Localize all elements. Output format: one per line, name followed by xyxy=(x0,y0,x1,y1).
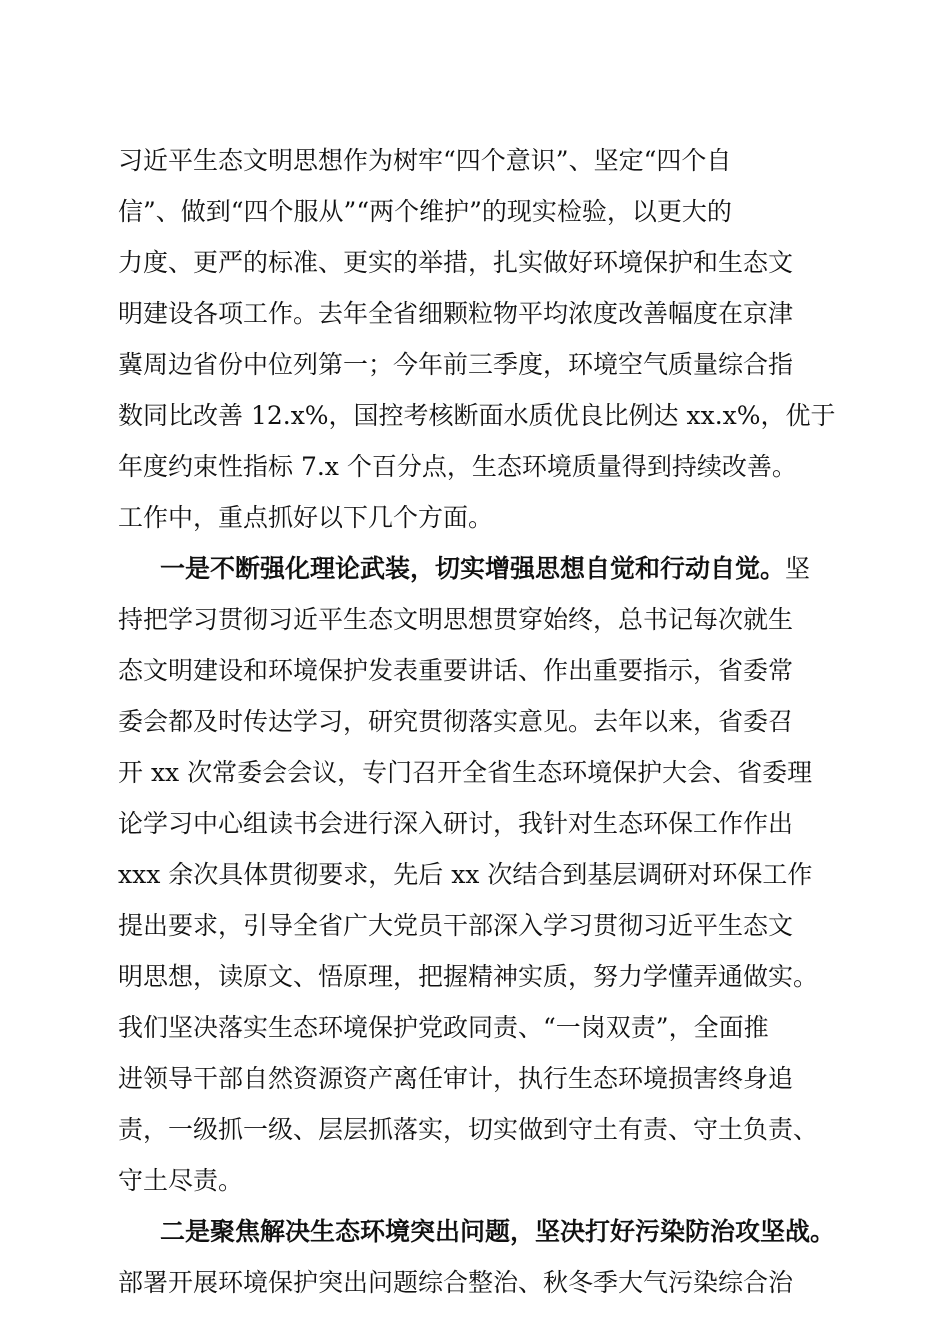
paragraph-2-line-11: 责，一级抓一级、层层抓落实，切实做到守土有责、守土负责、 xyxy=(118,1115,819,1144)
paragraph-1-line-1: 习近平生态文明思想作为树牢“四个意识”、坚定“四个自 xyxy=(118,146,732,175)
paragraph-2-line-10: 进领导干部自然资源资产离任审计，执行生态环境损害终身追 xyxy=(118,1064,794,1093)
paragraph-2-line-6: xxx 余次具体贯彻要求，先后 xx 次结合到基层调研对环保工作 xyxy=(118,860,813,889)
paragraph-1-line-5: 冀周边省份中位列第一；今年前三季度，环境空气质量综合指 xyxy=(118,350,794,379)
paragraph-2-line-8: 明思想，读原文、悟原理，把握精神实质，努力学懂弄通做实。 xyxy=(118,962,819,991)
paragraph-2-line-3: 委会都及时传达学习，研究贯彻落实意见。去年以来，省委召 xyxy=(118,707,794,736)
paragraph-1-line-2: 信”、做到“四个服从”“两个维护”的现实检验，以更大的 xyxy=(118,197,732,226)
paragraph-2-first-line-tail: 坚 xyxy=(785,554,811,583)
paragraph-2-first-line xyxy=(160,545,840,593)
paragraph-3-heading: 二是聚焦解决生态环境突出问题，坚决打好污染防治攻坚战。 xyxy=(160,1217,836,1246)
paragraph-1-line-7: 年度约束性指标 7.x 个百分点，生态环境质量得到持续改善。 xyxy=(118,452,797,481)
paragraph-2-line-7: 提出要求，引导全省广大党员干部深入学习贯彻习近平生态文 xyxy=(118,911,794,940)
paragraph-1-line-8: 工作中，重点抓好以下几个方面。 xyxy=(118,503,494,532)
paragraph-3-line-1: 部署开展环境保护突出问题综合整治、秋冬季大气污染综合治 xyxy=(118,1268,794,1297)
paragraph-2-line-2: 态文明建设和环境保护发表重要讲话、作出重要指示，省委常 xyxy=(118,656,794,685)
paragraph-1-line-6: 数同比改善 12.x%，国控考核断面水质优良比例达 xx.x%，优于 xyxy=(118,401,836,430)
paragraph-1-line-4: 明建设各项工作。去年全省细颗粒物平均浓度改善幅度在京津 xyxy=(118,299,794,328)
paragraph-1-line-3: 力度、更严的标准、更实的举措，扎实做好环境保护和生态文 xyxy=(118,248,794,277)
paragraph-2-line-4: 开 xx 次常委会会议，专门召开全省生态环境保护大会、省委理 xyxy=(118,758,813,787)
paragraph-2-line-9: 我们坚决落实生态环境保护党政同责、“一岗双责”，全面推 xyxy=(118,1013,769,1042)
paragraph-2-heading: 一是不断强化理论武装，切实增强思想自觉和行动自觉。 xyxy=(160,554,786,583)
paragraph-2-line-5: 论学习中心组读书会进行深入研讨，我针对生态环保工作作出 xyxy=(118,809,794,838)
paragraph-2-line-12: 守土尽责。 xyxy=(118,1166,244,1195)
paragraph-2-line-1: 持把学习贯彻习近平生态文明思想贯穿始终，总书记每次就生 xyxy=(118,605,794,634)
